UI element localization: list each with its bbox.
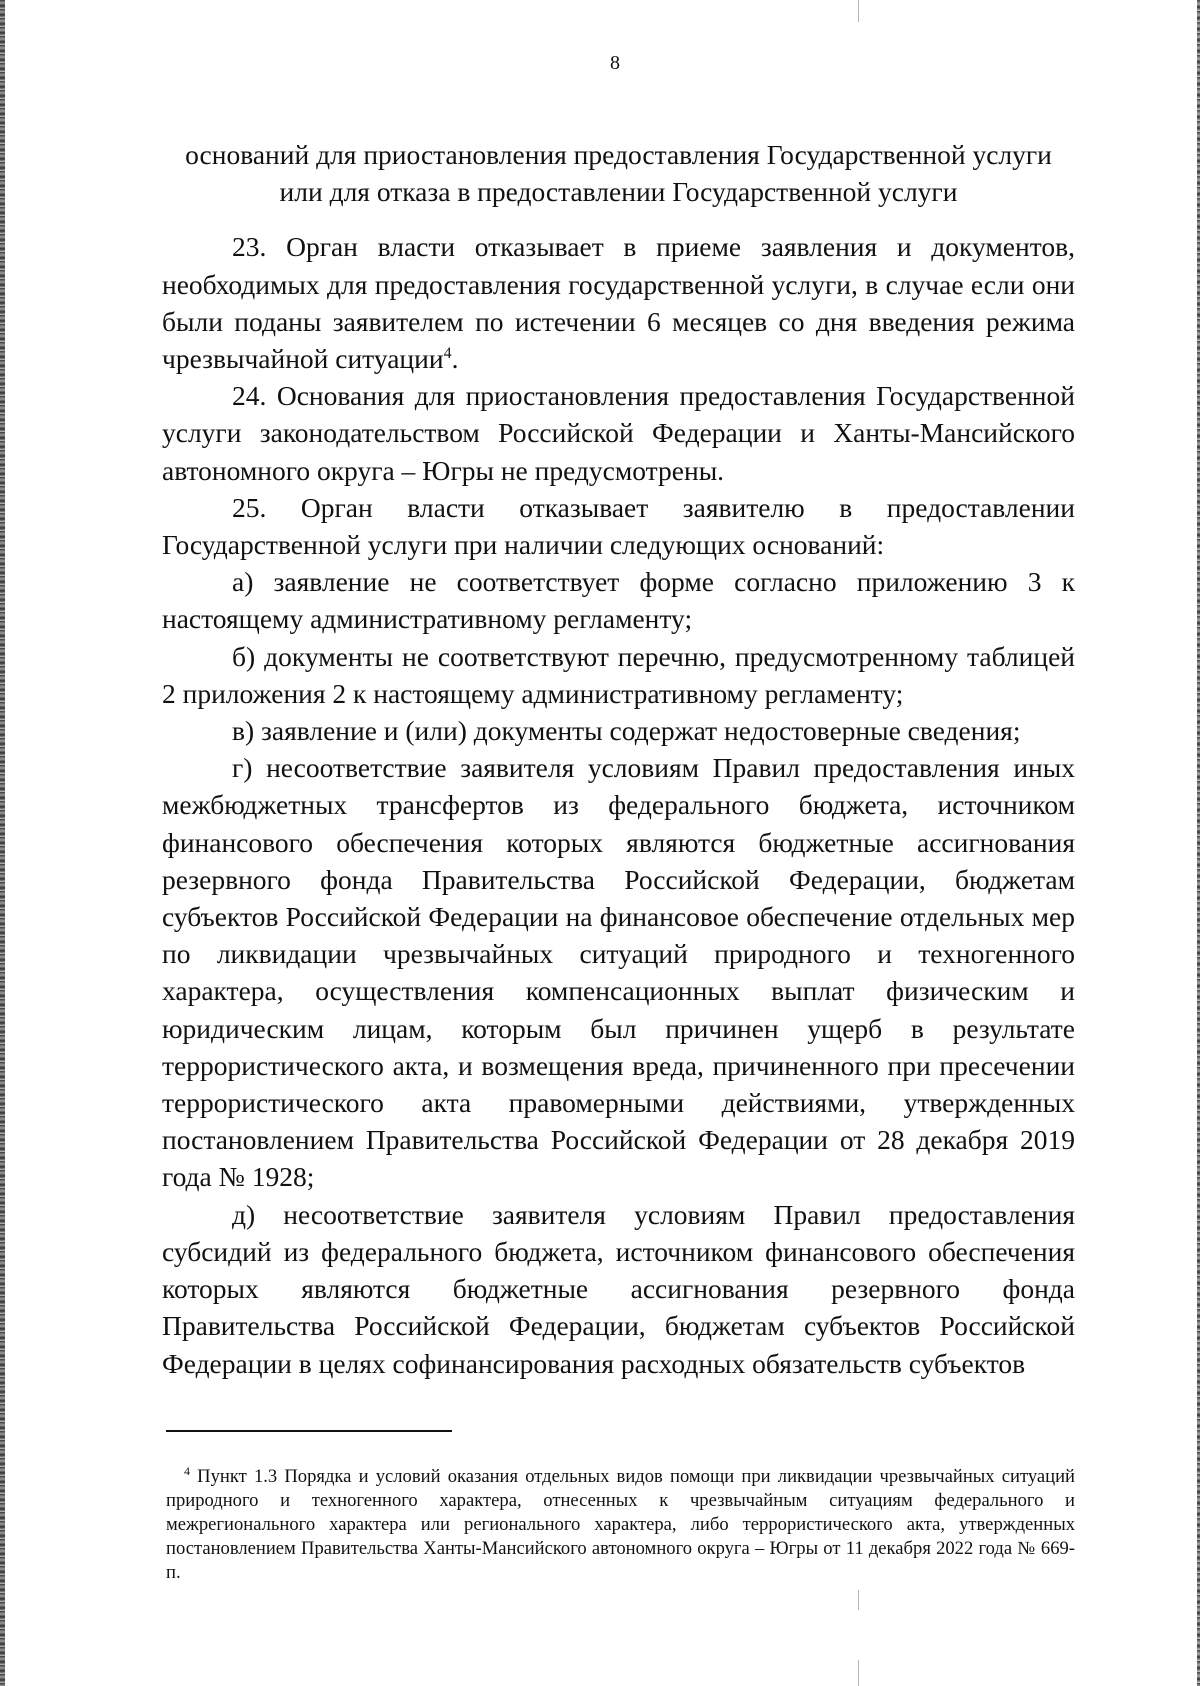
paragraph-23 bbox=[162, 228, 1075, 377]
section-heading bbox=[162, 136, 1075, 210]
scan-left-edge bbox=[0, 0, 5, 1686]
paragraph-25: 25. Орган власти отказывает заявителю в предоставлении Государственной услуги при наличии следующих оснований: bbox=[162, 491, 1075, 561]
footnote-text: Пункт 1.3 Порядка и условий оказания отдельных видов помощи при ликвидации чрезвычайных ситуаций природного и техногенного характера, отнесенных к чрезвычайным ситуациям федерального и межрегионального характера или регионального характера, либо террористического акта, утвержденных постановлением Правительства Ханты-Мансийского автономного округа – Югры от 11 декабря 2022 года № 669-п. bbox=[166, 1465, 1075, 1584]
list-item-v: в) заявление и (или) документы содержат недостоверные сведения; bbox=[232, 715, 1021, 747]
list-item-b: б) документы не соответствуют перечню, предусмотренному таблицей 2 приложения 2 к настоящему административному регламенту; bbox=[162, 640, 1075, 709]
paragraph-24: 24. Основания для приостановления предоставления Государственной услуги законодательством Российской Федерации и Ханты-Мансийского автономного округа – Югры не предусмотрены. bbox=[162, 380, 1075, 486]
crop-mark-middle bbox=[858, 1590, 859, 1610]
list-item-a: а) заявление не соответствует форме согласно приложению 3 к настоящему административному регламенту; bbox=[162, 566, 1075, 635]
footnote-separator bbox=[166, 1430, 452, 1432]
list-item-d: д) несоответствие заявителя условиям Правил предоставления субсидий из федерального бюджета, источником финансового обеспечения которых являются бюджетные ассигнования резервного фонда Правительства Российской Федерации, бюджетам субъектов Российской Федерации в целях софинансирования расходных обязательств субъектов bbox=[162, 1198, 1075, 1379]
section-heading-line-1: оснований для приостановления предоставления Государственной услуги bbox=[185, 139, 1052, 170]
page-number: 8 bbox=[610, 52, 620, 74]
crop-mark-bottom bbox=[858, 1660, 859, 1686]
section-heading-line-2: или для отказа в предоставлении Государственной услуги bbox=[279, 176, 958, 208]
body-text bbox=[162, 136, 1075, 1382]
crop-mark-top bbox=[858, 0, 859, 22]
paragraph-23-end: . bbox=[451, 343, 459, 375]
footnote-marker: 4 bbox=[184, 1463, 190, 1478]
footnote-reference: 4 bbox=[443, 344, 452, 362]
list-item-g: г) несоответствие заявителя условиям Правил предоставления иных межбюджетных трансфертов из федерального бюджета, источником финансового обеспечения которых являются бюджетные ассигнования резервного фонда Правительства Российской Федерации, бюджетам субъектов Российской Федерации на финансовое обеспечение отдельных мер по ликвидации чрезвычайных ситуаций природного и техногенного характера, осуществления компенсационных выплат физическим и юридическим лицам, которым был причинен ущерб в результате террористического акта, и возмещения вреда, причиненного при пресечении террористического акта правомерными действиями, утвержденных постановлением Правительства Российской Федерации от 28 декабря 2019 года № 1928; bbox=[162, 752, 1075, 1193]
footnote bbox=[166, 1465, 1075, 1586]
paragraph-23-text: 23. Орган власти отказывает в приеме заявления и документов, необходимых для предоставления государственной услуги, в случае если они были поданы заявителем по истечении 6 месяцев со дня введения режима чрезвычайной ситуации bbox=[162, 231, 1075, 375]
